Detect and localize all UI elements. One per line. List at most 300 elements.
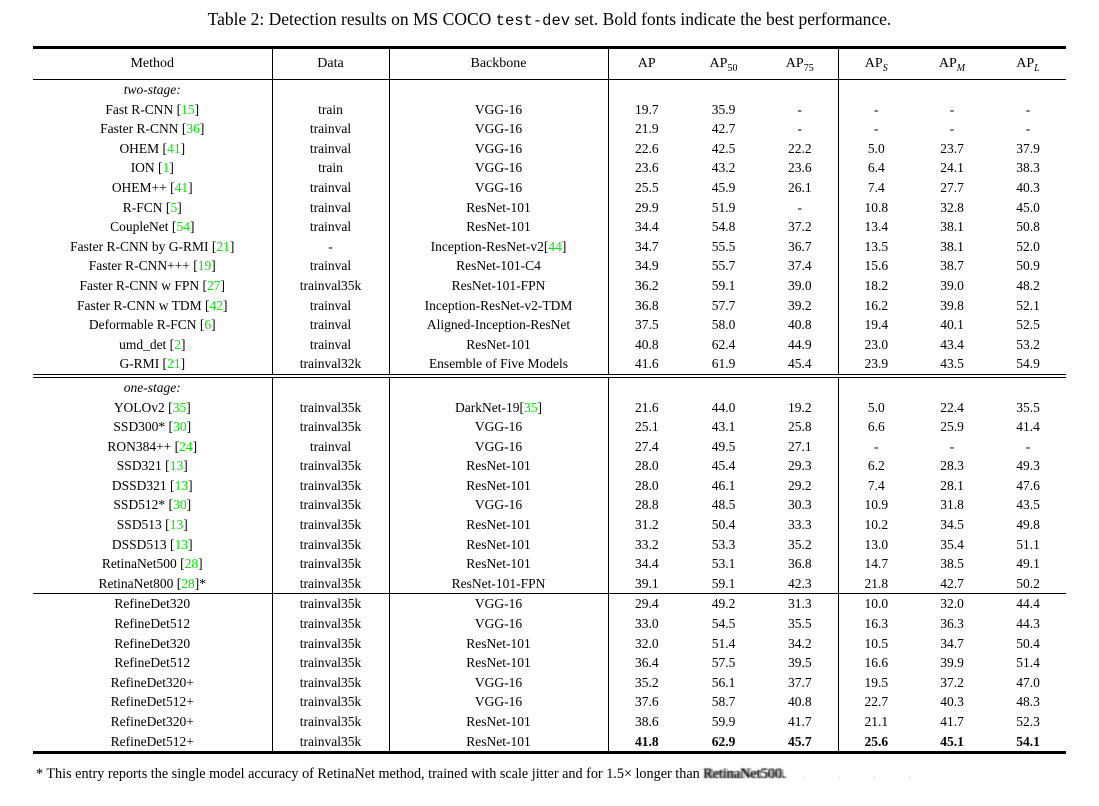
citation-link[interactable]: 27 (207, 277, 221, 293)
value-cell-ap50: 61.9 (711, 356, 736, 372)
value-cell-apm: 28.3 (940, 458, 964, 474)
value-cell-ap75: 36.7 (762, 237, 838, 257)
value-cell-ap: 35.2 (634, 674, 659, 690)
table-row (33, 217, 1066, 237)
value-cell-ap50: 62.9 (711, 733, 736, 749)
value-cell-ap50: 59.1 (711, 277, 736, 293)
method-cell: RetinaNet500 [28] (33, 554, 272, 574)
value-cell-apl: 35.5 (1016, 399, 1040, 415)
citation-link[interactable]: 2 (174, 336, 181, 352)
value-cell-ap50: 53.3 (711, 536, 736, 552)
value-cell-apm: 42.7 (940, 575, 964, 591)
citation-link[interactable]: 44 (548, 238, 562, 254)
value-cell-apl: 48.3 (1016, 694, 1040, 710)
value-cell-apl: 45.0 (1016, 199, 1040, 215)
citation-link[interactable]: 30 (173, 419, 187, 435)
value-cell-apl: 49.1 (1016, 556, 1040, 572)
table-row (33, 158, 1066, 178)
section-label-row (33, 80, 1066, 100)
value-cell-apm: 25.9 (940, 419, 964, 435)
value-cell-apl: 44.3 (1016, 616, 1040, 632)
value-cell-apm: 32.0 (940, 596, 964, 612)
table-caption (0, 9, 1099, 30)
backbone-cell: VGG-16 (389, 178, 608, 198)
value-cell-ap: 37.5 (634, 317, 659, 333)
value-cell-ap75: 19.2 (762, 398, 838, 418)
table-row (33, 335, 1066, 355)
method-cell: Faster R-CNN [36] (33, 119, 272, 139)
value-cell-apl: - (1025, 438, 1031, 454)
value-cell-ap75: - (762, 100, 838, 120)
data-cell: trainval (272, 198, 389, 218)
value-cell-ap: 38.6 (634, 714, 659, 729)
value-cell-ap: 32.0 (634, 635, 659, 651)
method-cell: RON384++ [24] (33, 437, 272, 457)
value-cell-ap: 34.4 (634, 556, 659, 572)
citation-link[interactable]: 1 (162, 160, 170, 176)
table-row (33, 198, 1066, 218)
value-cell-ap50: 58.7 (711, 694, 736, 710)
value-cell-ap50: 57.7 (711, 297, 736, 313)
data-cell: trainval (272, 256, 389, 276)
citation-link[interactable]: 6 (204, 317, 212, 333)
table-row (33, 732, 1066, 753)
citation-link[interactable]: 28 (184, 556, 199, 572)
table-row (33, 476, 1066, 496)
value-cell-ap: 29.9 (634, 199, 659, 215)
value-cell-apl: 49.8 (1016, 517, 1040, 533)
empty-cell (762, 376, 838, 398)
value-cell-apm: 31.8 (940, 497, 964, 513)
method-cell: OHEM [41] (33, 139, 272, 159)
value-cell-ap75: 31.3 (762, 594, 838, 614)
value-cell-apm: 45.1 (940, 733, 964, 749)
value-cell-aps: 6.4 (867, 160, 885, 176)
value-cell-aps: 13.4 (864, 219, 889, 235)
value-cell-ap75: 40.8 (762, 692, 838, 712)
method-cell: RefineDet320 (33, 634, 272, 654)
citation-link[interactable]: 13 (174, 477, 189, 493)
value-cell-apm: 40.1 (940, 317, 964, 333)
backbone-cell: ResNet-101 (389, 456, 608, 476)
backbone-cell: ResNet-101-C4 (389, 256, 608, 276)
value-cell-apm: 38.1 (940, 219, 964, 235)
caption-prefix: Table 2: Detection results on MS COCO (207, 9, 496, 29)
value-cell-ap75: 41.7 (762, 712, 838, 732)
value-cell-apm: - (949, 101, 955, 117)
backbone-cell: VGG-16 (389, 417, 608, 437)
value-cell-apl: - (1025, 101, 1031, 117)
citation-link[interactable]: 35 (172, 399, 187, 415)
value-cell-apl: 52.3 (1016, 714, 1040, 729)
data-cell: train (272, 158, 389, 178)
data-cell: trainval35k (272, 456, 389, 476)
data-cell: trainval35k (272, 732, 389, 753)
value-cell-ap: 41.8 (634, 733, 659, 749)
value-cell-apm: 34.7 (940, 635, 964, 651)
backbone-cell: VGG-16 (389, 673, 608, 693)
backbone-cell: VGG-16 (389, 100, 608, 120)
data-cell: trainval35k (272, 634, 389, 654)
method-cell: RefineDet512+ (33, 692, 272, 712)
section-label: two-stage: (33, 80, 272, 100)
col-header-backbone: Backbone (389, 48, 608, 80)
value-cell-ap: 25.1 (634, 419, 659, 435)
backbone-cell: ResNet-101 (389, 712, 608, 732)
value-cell-ap75: 39.5 (762, 653, 838, 673)
value-cell-aps: 10.5 (864, 635, 889, 651)
backbone-cell: VGG-16 (389, 692, 608, 712)
value-cell-aps: 10.0 (864, 596, 889, 612)
section-label-row (33, 376, 1066, 398)
value-cell-ap75: 25.8 (762, 417, 838, 437)
empty-cell (389, 80, 608, 100)
table-row (33, 276, 1066, 296)
value-cell-ap75: 36.8 (762, 554, 838, 574)
method-cell: Faster R-CNN w TDM [42] (33, 296, 272, 316)
value-cell-ap75: 37.2 (762, 217, 838, 237)
value-cell-apm: 39.0 (940, 277, 964, 293)
value-cell-apm: 40.3 (940, 694, 964, 710)
value-cell-ap: 19.7 (634, 101, 659, 117)
value-cell-ap: 28.0 (634, 477, 659, 493)
value-cell-apl: 52.1 (1016, 297, 1040, 313)
value-cell-apm: 24.1 (940, 160, 964, 176)
citation-link[interactable]: 19 (197, 258, 212, 274)
value-cell-aps: 16.6 (864, 655, 889, 671)
value-cell-apm: 43.5 (940, 356, 964, 372)
method-cell: RetinaNet800 [28]* (33, 574, 272, 594)
value-cell-aps: 25.6 (864, 733, 889, 749)
table-row (33, 100, 1066, 120)
empty-cell (914, 376, 990, 398)
value-cell-apm: 39.8 (940, 297, 964, 313)
method-cell: Faster R-CNN w FPN [27] (33, 276, 272, 296)
table-row (33, 554, 1066, 574)
method-cell: Fast R-CNN [15] (33, 100, 272, 120)
value-cell-ap50: 43.2 (711, 160, 736, 176)
citation-link[interactable]: 35 (523, 399, 538, 415)
value-cell-ap75: 40.8 (762, 315, 838, 335)
footnote (36, 766, 917, 783)
method-cell: SSD321 [13] (33, 456, 272, 476)
caption-suffix: set. Bold fonts indicate the best performance. (570, 9, 892, 29)
table-row (33, 495, 1066, 515)
value-cell-ap75: 30.3 (762, 495, 838, 515)
backbone-cell: ResNet-101-FPN (389, 574, 608, 594)
value-cell-ap: 33.2 (634, 536, 659, 552)
table-section-onestage (33, 376, 1066, 594)
data-cell: trainval35k (272, 398, 389, 418)
method-cell: Faster R-CNN by G-RMI [21] (33, 237, 272, 257)
citation-link[interactable]: 54 (176, 219, 190, 235)
value-cell-aps: 16.3 (864, 616, 889, 632)
backbone-cell: ResNet-101 (389, 732, 608, 753)
citation-link[interactable]: 15 (181, 101, 195, 117)
table-row (33, 692, 1066, 712)
value-cell-apl: 47.6 (1016, 477, 1040, 493)
method-cell: RefineDet320+ (33, 673, 272, 693)
value-cell-ap50: 45.4 (711, 458, 736, 474)
method-cell: Deformable R-FCN [6] (33, 315, 272, 335)
backbone-cell: VGG-16 (389, 594, 608, 614)
data-cell: trainval35k (272, 554, 389, 574)
method-cell: R-FCN [5] (33, 198, 272, 218)
value-cell-apm: 35.4 (940, 536, 964, 552)
backbone-cell: VGG-16 (389, 437, 608, 457)
backbone-cell: Inception-ResNet-v2[44] (389, 237, 608, 257)
value-cell-apm: - (949, 121, 955, 137)
table-row (33, 712, 1066, 732)
value-cell-ap50: 59.1 (711, 575, 736, 591)
value-cell-ap50: 54.5 (711, 616, 736, 632)
value-cell-ap50: 44.0 (711, 399, 736, 415)
value-cell-ap50: 48.5 (711, 497, 736, 513)
value-cell-aps: 16.2 (864, 297, 889, 313)
value-cell-apl: 50.4 (1016, 635, 1040, 651)
value-cell-apl: 54.1 (1016, 733, 1040, 749)
col-header-aps: $AP_S$ (864, 56, 888, 74)
value-cell-ap50: 57.5 (711, 655, 736, 671)
value-cell-aps: 10.8 (864, 199, 889, 215)
value-cell-apm: 37.2 (940, 674, 964, 690)
value-cell-aps: 5.0 (867, 140, 885, 156)
value-cell-ap: 34.7 (634, 238, 659, 254)
value-cell-ap75: 35.2 (762, 535, 838, 555)
footnote-text: This entry reports the single model accuracy of RetinaNet method, trained with scale jitter and for 1.5× longer than (43, 766, 704, 782)
value-cell-apl: 48.2 (1016, 277, 1040, 293)
value-cell-apm: 32.8 (940, 199, 964, 215)
value-cell-apm: 22.4 (940, 399, 964, 415)
value-cell-ap50: 51.9 (711, 199, 736, 215)
table-row (33, 296, 1066, 316)
method-cell: Faster R-CNN+++ [19] (33, 256, 272, 276)
citation-link[interactable]: 13 (169, 458, 184, 474)
value-cell-aps: - (874, 121, 879, 137)
citation-link[interactable]: 41 (167, 140, 181, 156)
empty-cell (762, 80, 838, 100)
method-cell: SSD300* [30] (33, 417, 272, 437)
table-row (33, 574, 1066, 594)
table-row (33, 354, 1066, 376)
value-cell-aps: 6.6 (867, 419, 885, 435)
backbone-cell: Inception-ResNet-v2-TDM (389, 296, 608, 316)
empty-cell (685, 376, 762, 398)
backbone-cell: ResNet-101 (389, 335, 608, 355)
data-cell: - (272, 237, 389, 257)
backbone-cell: ResNet-101 (389, 653, 608, 673)
backbone-cell: VGG-16 (389, 158, 608, 178)
method-cell: SSD513 [13] (33, 515, 272, 535)
citation-link[interactable]: 42 (209, 297, 223, 313)
value-cell-apl: 53.2 (1016, 336, 1040, 352)
value-cell-ap75: 27.1 (762, 437, 838, 457)
value-cell-apl: 50.9 (1016, 258, 1040, 274)
empty-cell (838, 80, 914, 100)
citation-link[interactable]: 21 (216, 238, 230, 254)
value-cell-ap50: 43.1 (711, 419, 736, 435)
citation-link[interactable]: 5 (170, 199, 178, 215)
value-cell-aps: 7.4 (867, 477, 885, 493)
backbone-cell: ResNet-101 (389, 554, 608, 574)
table-row (33, 594, 1066, 614)
value-cell-ap75: 26.1 (762, 178, 838, 198)
backbone-cell: ResNet-101 (389, 476, 608, 496)
citation-link[interactable]: 21 (167, 356, 181, 372)
citation-link[interactable]: 41 (174, 179, 189, 195)
col-header-apl: $AP_L$ (1016, 56, 1040, 74)
col-header-apm: $AP_M$ (938, 56, 966, 74)
value-cell-ap: 36.2 (634, 277, 659, 293)
method-cell: CoupleNet [54] (33, 217, 272, 237)
method-cell: RefineDet320 (33, 594, 272, 614)
value-cell-ap75: 39.2 (762, 296, 838, 316)
value-cell-ap: 28.8 (634, 497, 659, 513)
value-cell-apl: - (1025, 121, 1031, 137)
table-row (33, 398, 1066, 418)
value-cell-apl: 38.3 (1016, 160, 1040, 176)
method-cell: RefineDet512+ (33, 732, 272, 753)
value-cell-ap: 36.4 (634, 655, 659, 671)
value-cell-ap50: 49.2 (711, 596, 736, 612)
value-cell-ap: 41.6 (634, 356, 659, 372)
data-cell: trainval35k (272, 574, 389, 594)
value-cell-aps: 13.0 (864, 536, 889, 552)
value-cell-apm: 23.7 (940, 140, 964, 156)
value-cell-ap75: - (762, 119, 838, 139)
value-cell-apl: 54.9 (1016, 356, 1040, 372)
value-cell-ap: 21.6 (634, 399, 659, 415)
caption-code-testdev: test-dev (495, 12, 571, 30)
value-cell-ap: 40.8 (634, 336, 659, 352)
backbone-cell: Ensemble of Five Models (389, 354, 608, 376)
value-cell-ap50: 55.5 (711, 238, 736, 254)
citation-link[interactable]: 28 (181, 575, 195, 591)
backbone-cell: VGG-16 (389, 495, 608, 515)
value-cell-ap: 22.6 (634, 140, 659, 156)
section-label: one-stage: (33, 376, 272, 398)
table-row (33, 315, 1066, 335)
citation-link[interactable]: 13 (169, 517, 184, 533)
value-cell-apm: 38.1 (940, 238, 964, 254)
table-row (33, 515, 1066, 535)
table-row (33, 634, 1066, 654)
method-cell: ION [1] (33, 158, 272, 178)
value-cell-apm: 39.9 (940, 655, 964, 671)
value-cell-apm: 34.5 (940, 517, 964, 533)
value-cell-ap75: 29.2 (762, 476, 838, 496)
value-cell-ap50: 35.9 (711, 101, 736, 117)
value-cell-apl: 52.5 (1016, 317, 1040, 333)
value-cell-ap: 28.0 (634, 458, 659, 474)
col-header-ap75: $AP_{75}$ (762, 48, 838, 80)
value-cell-apl: 37.9 (1016, 140, 1040, 156)
value-cell-apl: 50.8 (1016, 219, 1040, 235)
citation-link[interactable]: 30 (173, 497, 187, 513)
method-cell: RefineDet512 (33, 614, 272, 634)
value-cell-aps: 7.4 (867, 179, 885, 195)
footnote-marker: * (36, 766, 44, 782)
value-cell-ap50: 58.0 (711, 317, 736, 333)
citation-link[interactable]: 13 (174, 536, 189, 552)
data-cell: trainval35k (272, 594, 389, 614)
value-cell-aps: 23.0 (864, 336, 889, 352)
value-cell-aps: 13.5 (864, 238, 889, 254)
value-cell-apl: 50.2 (1016, 575, 1040, 591)
value-cell-ap75: - (762, 198, 838, 218)
data-cell: trainval35k (272, 535, 389, 555)
data-cell: trainval (272, 437, 389, 457)
value-cell-apl: 52.0 (1016, 238, 1040, 254)
value-cell-ap: 34.9 (634, 258, 659, 274)
empty-cell (990, 80, 1066, 100)
method-cell: G-RMI [21] (33, 354, 272, 376)
value-cell-ap75: 45.7 (762, 732, 838, 753)
value-cell-ap: 36.8 (634, 297, 659, 313)
backbone-cell: VGG-16 (389, 139, 608, 159)
empty-cell (685, 80, 762, 100)
data-cell: trainval35k (272, 495, 389, 515)
backbone-cell: ResNet-101 (389, 198, 608, 218)
empty-cell (608, 376, 685, 398)
col-header-method: Method (33, 48, 272, 80)
value-cell-apm: 38.7 (940, 258, 964, 274)
backbone-cell: VGG-16 (389, 614, 608, 634)
value-cell-ap: 31.2 (634, 517, 659, 533)
empty-cell (608, 80, 685, 100)
empty-cell (272, 80, 389, 100)
table-row (33, 139, 1066, 159)
method-cell: DSSD321 [13] (33, 476, 272, 496)
value-cell-aps: 19.4 (864, 317, 889, 333)
data-cell: trainval35k (272, 712, 389, 732)
table-section-twostage (33, 80, 1066, 376)
method-cell: SSD512* [30] (33, 495, 272, 515)
table-row (33, 535, 1066, 555)
value-cell-apl: 44.4 (1016, 596, 1040, 612)
value-cell-apl: 51.4 (1016, 655, 1040, 671)
value-cell-ap50: 45.9 (711, 179, 736, 195)
value-cell-apl: 40.3 (1016, 179, 1040, 195)
method-cell: RefineDet320+ (33, 712, 272, 732)
value-cell-aps: 22.7 (864, 694, 889, 710)
value-cell-ap50: 50.4 (711, 517, 736, 533)
value-cell-apm: - (949, 438, 955, 454)
backbone-cell: ResNet-101 (389, 535, 608, 555)
col-header-ap: AP (637, 56, 656, 71)
value-cell-apm: 28.1 (940, 477, 964, 493)
backbone-cell: DarkNet-19[35] (389, 398, 608, 418)
table-section-refinedet (33, 594, 1066, 753)
data-cell: trainval35k (272, 417, 389, 437)
value-cell-aps: 14.7 (864, 556, 889, 572)
value-cell-ap50: 56.1 (711, 674, 736, 690)
citation-link[interactable]: 36 (186, 121, 200, 137)
value-cell-ap: 37.6 (634, 694, 659, 710)
value-cell-ap: 27.4 (634, 438, 659, 454)
value-cell-aps: - (874, 101, 879, 117)
table-row (33, 417, 1066, 437)
method-cell: OHEM++ [41] (33, 178, 272, 198)
data-cell: trainval (272, 315, 389, 335)
data-cell: trainval (272, 335, 389, 355)
citation-link[interactable]: 24 (179, 438, 193, 454)
value-cell-ap: 21.9 (634, 121, 659, 137)
value-cell-apl: 51.1 (1016, 536, 1040, 552)
footnote-tail: RetinaNet500. (703, 766, 786, 782)
table-row (33, 673, 1066, 693)
value-cell-apl: 43.5 (1016, 497, 1040, 513)
